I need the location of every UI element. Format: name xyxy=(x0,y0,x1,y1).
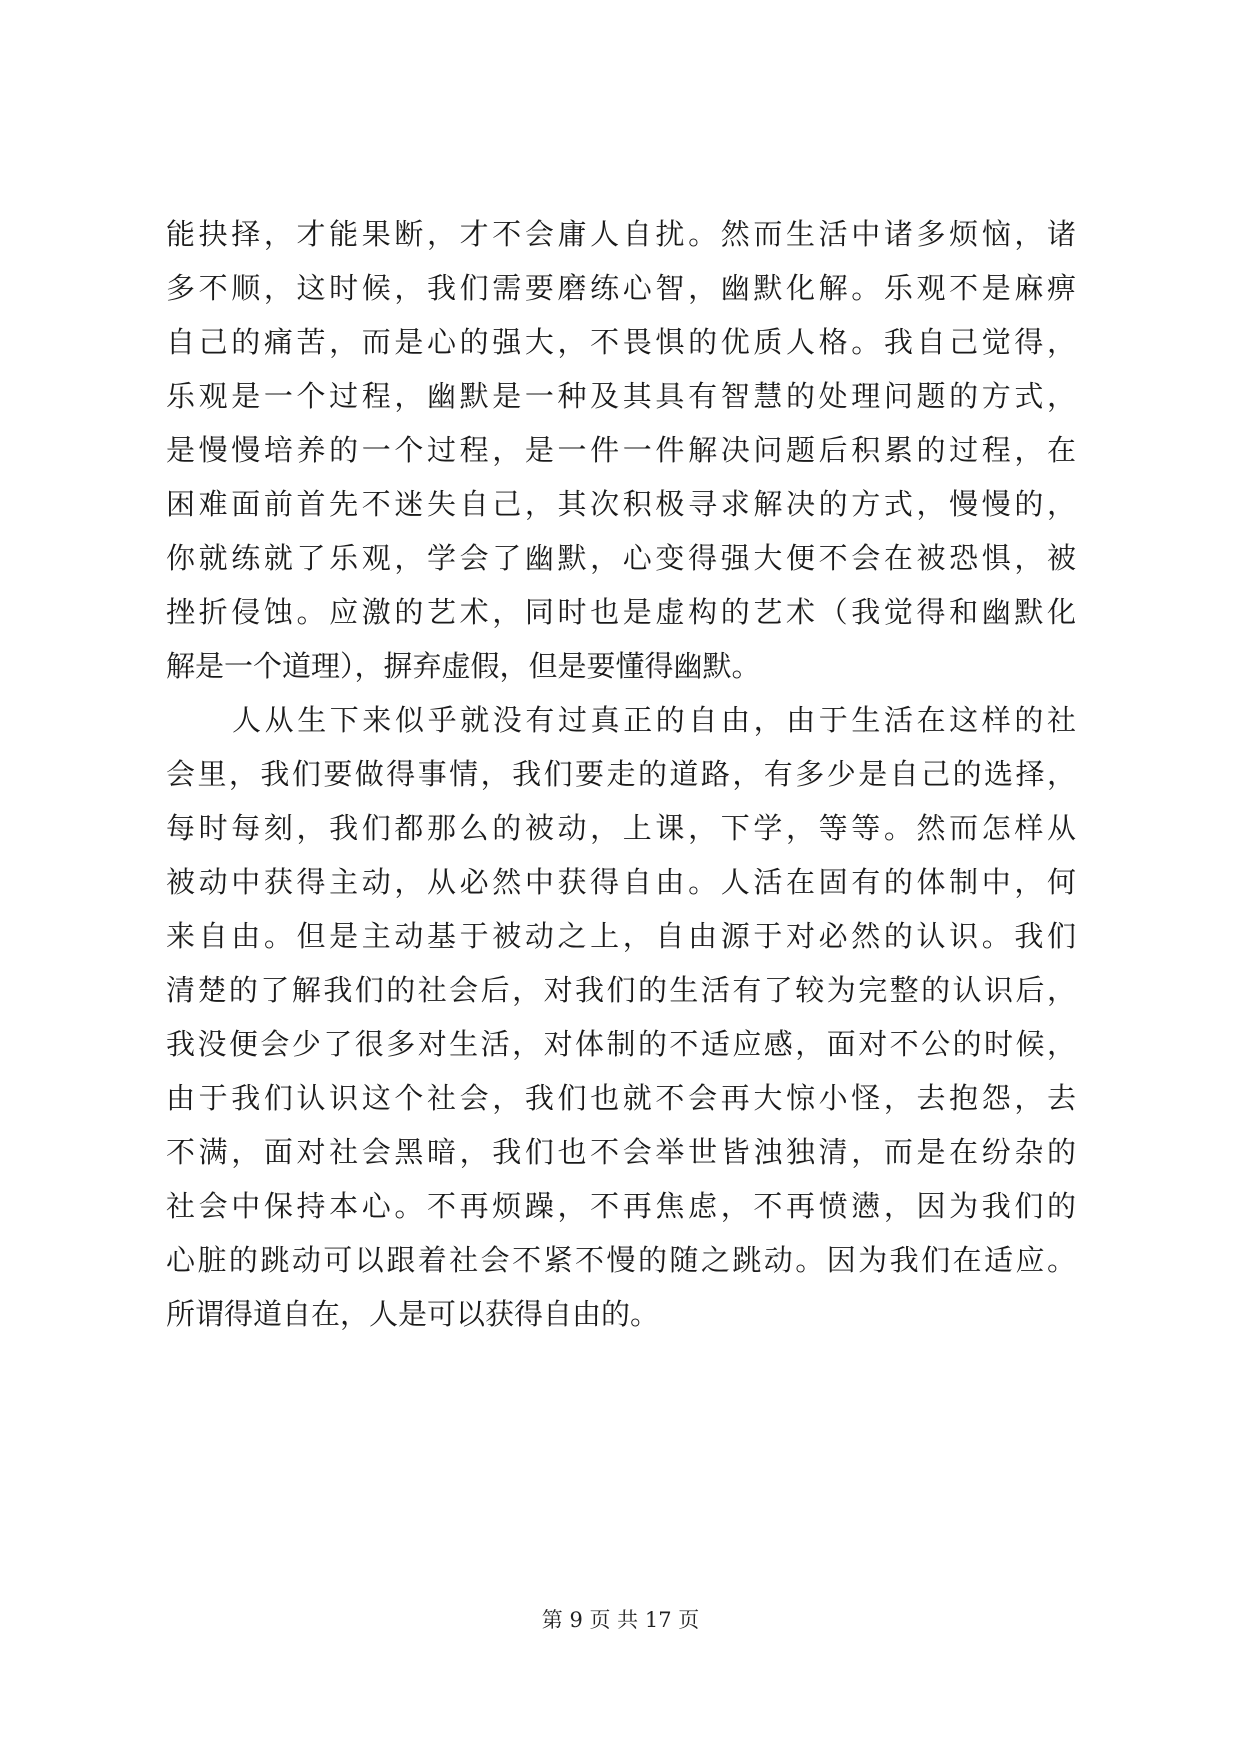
body-line: 挫折侵蚀。应激的艺术，同时也是虚构的艺术（我觉得和幽默化 xyxy=(166,595,1076,629)
body-line: 是慢慢培养的一个过程，是一件一件解决问题后积累的过程，在 xyxy=(166,433,1076,467)
body-line: 所谓得道自在，人是可以获得自由的。 xyxy=(166,1297,660,1331)
body-line: 不满，面对社会黑暗，我们也不会举世皆浊独清，而是在纷杂的 xyxy=(166,1135,1076,1169)
body-line: 社会中保持本心。不再烦躁，不再焦虑，不再愤懑，因为我们的 xyxy=(166,1189,1076,1223)
body-line: 能抉择，才能果断，才不会庸人自扰。然而生活中诸多烦恼，诸 xyxy=(166,217,1076,251)
paragraph-first-line: 人从生下来似乎就没有过真正的自由，由于生活在这样的社 xyxy=(232,703,1076,737)
body-line: 你就练就了乐观，学会了幽默，心变得强大便不会在被恐惧，被 xyxy=(166,541,1076,575)
page-number-footer: 第 9 页 共 17 页 xyxy=(541,1608,700,1632)
body-line: 来自由。但是主动基于被动之上，自由源于对必然的认识。我们 xyxy=(166,919,1076,953)
body-line: 解是一个道理），摒弃虚假，但是要懂得幽默。 xyxy=(166,649,761,683)
body-line: 会里，我们要做得事情，我们要走的道路，有多少是自己的选择， xyxy=(166,757,1076,791)
body-line: 心脏的跳动可以跟着社会不紧不慢的随之跳动。因为我们在适应。 xyxy=(166,1243,1076,1277)
body-line: 每时每刻，我们都那么的被动，上课，下学，等等。然而怎样从 xyxy=(166,811,1076,845)
body-line: 被动中获得主动，从必然中获得自由。人活在固有的体制中，何 xyxy=(166,865,1076,899)
body-line: 我没便会少了很多对生活，对体制的不适应感，面对不公的时候， xyxy=(166,1027,1076,1061)
body-line: 困难面前首先不迷失自己，其次积极寻求解决的方式，慢慢的， xyxy=(166,487,1076,521)
body-line: 乐观是一个过程，幽默是一种及其具有智慧的处理问题的方式， xyxy=(166,379,1076,413)
body-line: 由于我们认识这个社会，我们也就不会再大惊小怪，去抱怨，去 xyxy=(166,1081,1076,1115)
body-line: 自己的痛苦，而是心的强大，不畏惧的优质人格。我自己觉得， xyxy=(166,325,1076,359)
body-line: 多不顺，这时候，我们需要磨练心智，幽默化解。乐观不是麻痹 xyxy=(166,271,1076,305)
body-line: 清楚的了解我们的社会后，对我们的生活有了较为完整的认识后， xyxy=(166,973,1076,1007)
